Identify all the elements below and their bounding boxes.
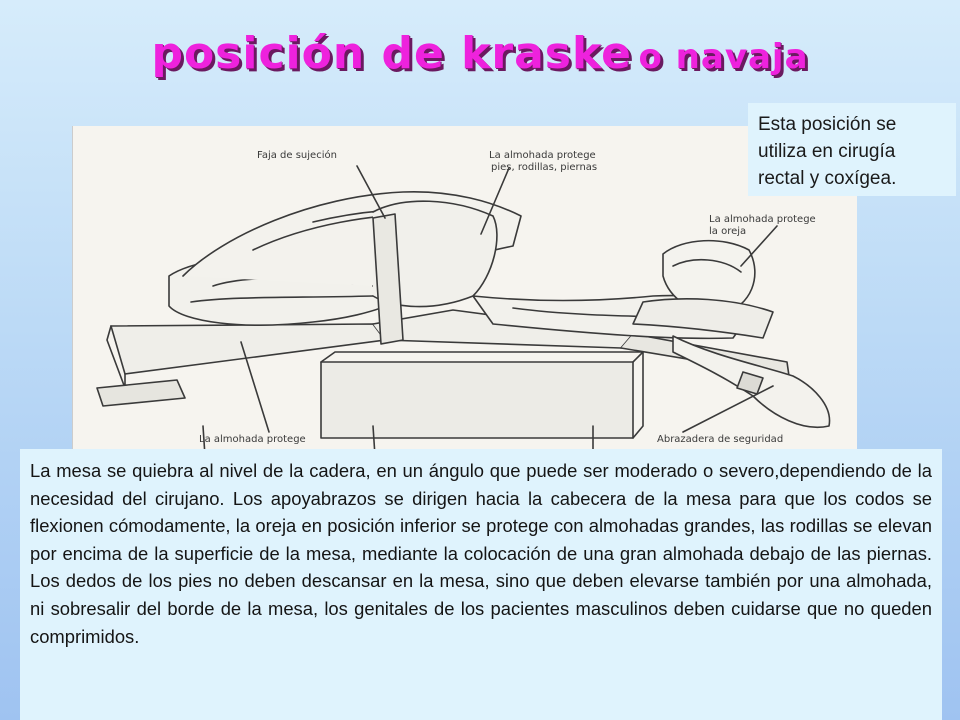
description-text: La mesa se quiebra al nivel de la cadera, en un ángulo que puede ser moderado o severo,dependiendo de la necesidad del cirujano. Los apoyabrazos se dirigen hacia la cabecera de la mesa para que los codos se flexionen cómodamente, la oreja en posición inferior se protege con almohadas grandes, las rodillas se elevan por encima de la superficie de la mesa, mediante la colocación de una gran almohada debajo de las piernas. Los dedos de los pies no deben descansar en la mesa, sino que deben elevarse también por una almohada, ni sobresalir del borde de la mesa, los genitales de los pacientes masculinos deben cuidarse que no queden comprimidos. bbox=[30, 460, 932, 647]
description-box bbox=[20, 449, 942, 720]
label-almohada-pies-detail: pies, rodillas, piernas bbox=[491, 162, 598, 173]
note-box bbox=[748, 103, 956, 196]
title-main: posición de kraske bbox=[151, 28, 632, 79]
label-faja: Faja de sujeción bbox=[257, 150, 337, 161]
patient-drawing bbox=[73, 126, 857, 456]
label-almohada-oreja: La almohada protege bbox=[709, 214, 816, 225]
label-almohada-oreja-detail: la oreja bbox=[709, 226, 747, 237]
kraske-position-illustration bbox=[72, 126, 857, 456]
label-almohada-bottom: La almohada protege bbox=[199, 434, 306, 445]
label-abrazadera: Abrazadera de seguridad bbox=[657, 434, 784, 445]
note-text: Esta posición se utiliza en cirugía rectal y coxígea. bbox=[758, 114, 897, 189]
title-small: o navaja bbox=[638, 37, 809, 77]
label-almohada-pies: La almohada protege bbox=[489, 150, 596, 161]
slide-title bbox=[0, 28, 960, 79]
